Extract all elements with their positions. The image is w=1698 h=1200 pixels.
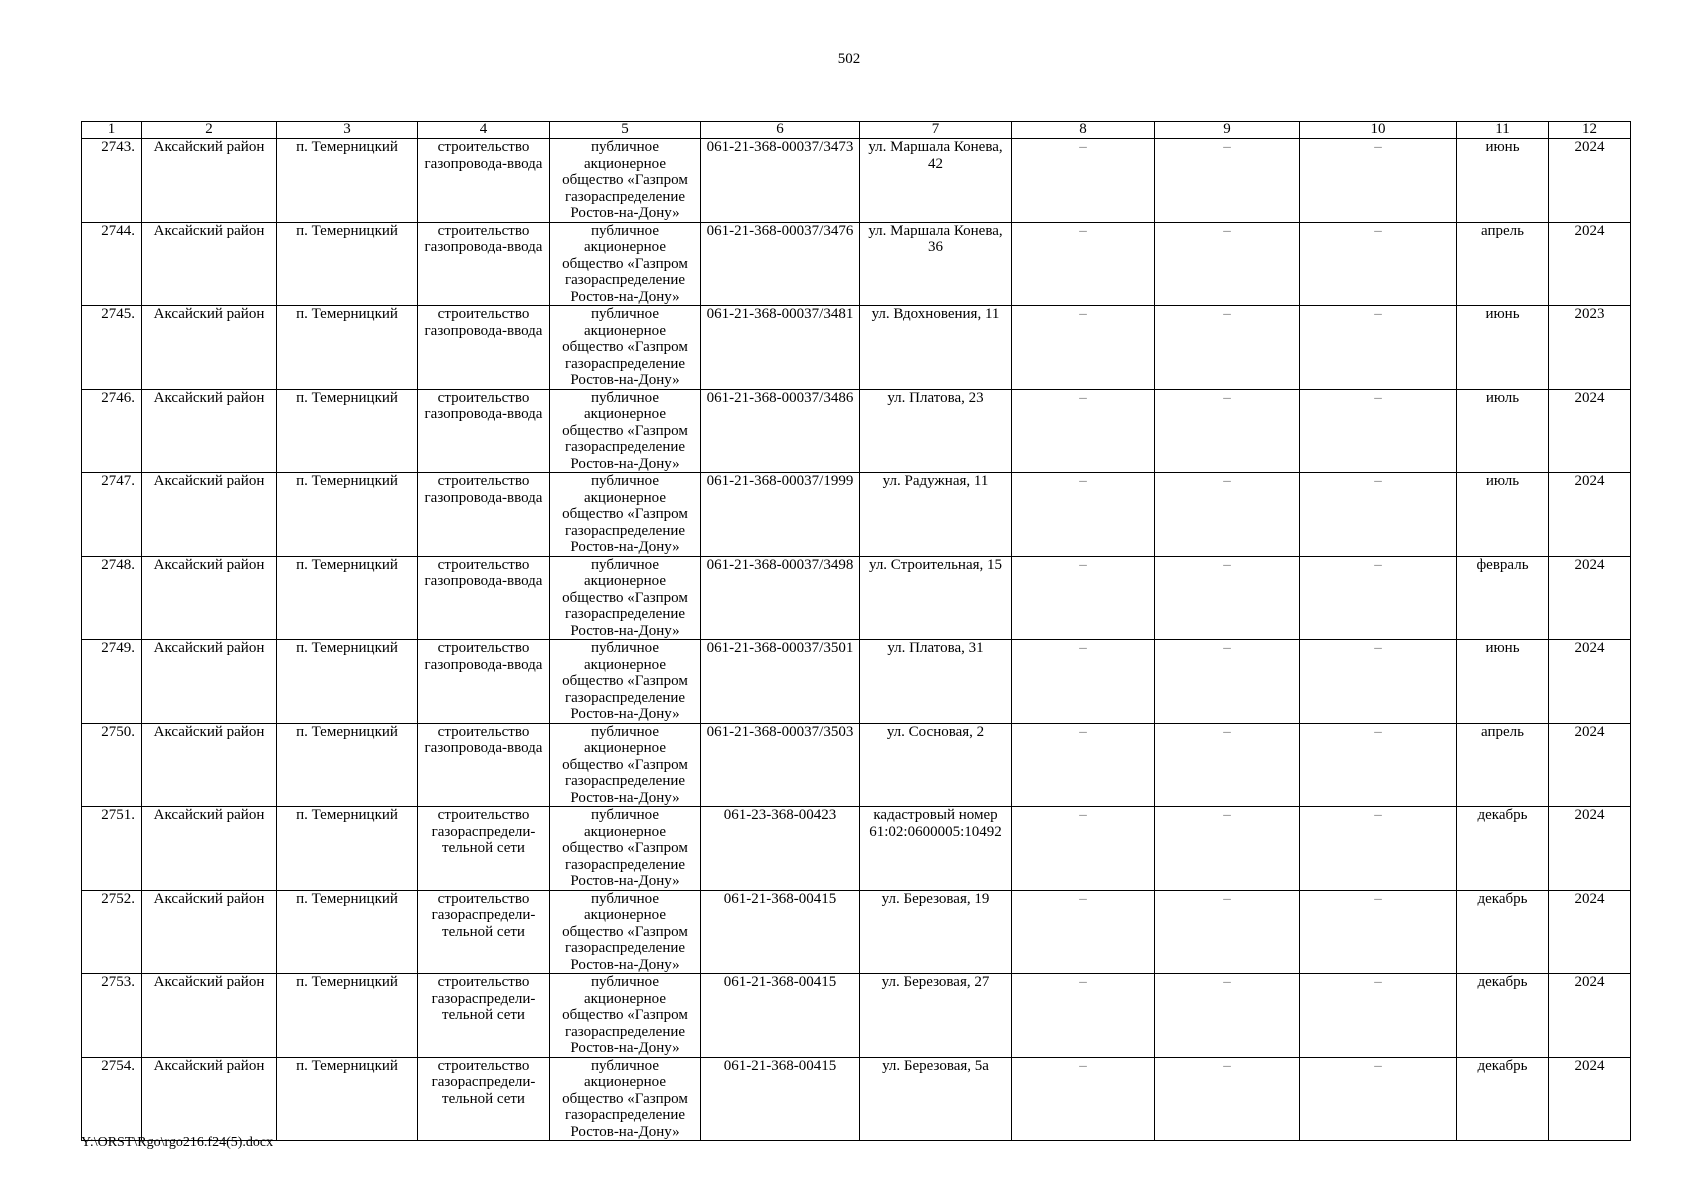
table-cell-col-8: – [1012, 640, 1155, 724]
table-cell-col-7: ул. Радужная, 11 [860, 473, 1012, 557]
table-cell-col-3: п. Темерницкий [277, 556, 418, 640]
table-cell-col-3: п. Темерницкий [277, 890, 418, 974]
table-cell-col-12: 2024 [1549, 974, 1631, 1058]
table-cell-col-9: – [1155, 890, 1300, 974]
table-cell-col-8: – [1012, 890, 1155, 974]
table-cell-col-1: 2743. [82, 139, 142, 223]
table-cell-col-6: 061-21-368-00037/3481 [701, 306, 860, 390]
table-cell-col-1: 2749. [82, 640, 142, 724]
table-cell-col-6: 061-21-368-00415 [701, 974, 860, 1058]
column-header-5: 5 [550, 122, 701, 139]
table-cell-col-10: – [1300, 723, 1457, 807]
table-cell-col-6: 061-21-368-00415 [701, 890, 860, 974]
table-cell-col-12: 2024 [1549, 139, 1631, 223]
table-cell-col-11: июнь [1457, 640, 1549, 724]
page-number: 502 [837, 51, 861, 67]
table-cell-col-6: 061-21-368-00037/3476 [701, 222, 860, 306]
table-cell-col-1: 2754. [82, 1057, 142, 1141]
table-cell-col-1: 2753. [82, 974, 142, 1058]
table-cell-col-4: строительство газопровода-ввода [418, 139, 550, 223]
table-row [82, 807, 1631, 891]
table-cell-col-9: – [1155, 640, 1300, 724]
table-cell-col-1: 2744. [82, 222, 142, 306]
table-cell-col-4: строительство газораспредели-тельной сети [418, 890, 550, 974]
table-cell-col-5: публичное акционерное общество «Газпром газораспределение Ростов-на-Дону» [550, 306, 701, 390]
table-cell-col-8: – [1012, 807, 1155, 891]
table-cell-col-7: ул. Березовая, 5а [860, 1057, 1012, 1141]
table-cell-col-4: строительство газопровода-ввода [418, 306, 550, 390]
column-header-12: 12 [1549, 122, 1631, 139]
table-cell-col-5: публичное акционерное общество «Газпром газораспределение Ростов-на-Дону» [550, 640, 701, 724]
table-cell-col-1: 2748. [82, 556, 142, 640]
table-cell-col-12: 2024 [1549, 723, 1631, 807]
table-cell-col-1: 2752. [82, 890, 142, 974]
table-cell-col-7: ул. Платова, 23 [860, 389, 1012, 473]
column-header-4: 4 [418, 122, 550, 139]
table-cell-col-7: ул. Вдохновения, 11 [860, 306, 1012, 390]
column-header-7: 7 [860, 122, 1012, 139]
table-cell-col-10: – [1300, 807, 1457, 891]
table-cell-col-2: Аксайский район [142, 974, 277, 1058]
table-cell-col-7: ул. Березовая, 27 [860, 974, 1012, 1058]
table-cell-col-9: – [1155, 723, 1300, 807]
table-cell-col-3: п. Темерницкий [277, 974, 418, 1058]
table-cell-col-6: 061-21-368-00415 [701, 1057, 860, 1141]
table-cell-col-5: публичное акционерное общество «Газпром газораспределение Ростов-на-Дону» [550, 974, 701, 1058]
registry-table [81, 121, 1631, 1141]
table-cell-col-4: строительство газораспредели-тельной сети [418, 807, 550, 891]
table-cell-col-4: строительство газопровода-ввода [418, 723, 550, 807]
table-cell-col-5: публичное акционерное общество «Газпром газораспределение Ростов-на-Дону» [550, 1057, 701, 1141]
table-cell-col-12: 2024 [1549, 473, 1631, 557]
table-cell-col-10: – [1300, 640, 1457, 724]
table-cell-col-11: июнь [1457, 306, 1549, 390]
table-cell-col-7: ул. Березовая, 19 [860, 890, 1012, 974]
table-cell-col-1: 2750. [82, 723, 142, 807]
table-cell-col-12: 2024 [1549, 556, 1631, 640]
column-number-row [82, 122, 1631, 139]
column-header-3: 3 [277, 122, 418, 139]
table-cell-col-11: апрель [1457, 723, 1549, 807]
table-cell-col-4: строительство газопровода-ввода [418, 640, 550, 724]
table-cell-col-5: публичное акционерное общество «Газпром газораспределение Ростов-на-Дону» [550, 890, 701, 974]
footer-file-path: Y:\ORST\Rgo\rgo216.f24(5).docx [81, 1135, 274, 1150]
table-cell-col-2: Аксайский район [142, 1057, 277, 1141]
table-cell-col-10: – [1300, 389, 1457, 473]
table-row [82, 974, 1631, 1058]
table-cell-col-7: ул. Строительная, 15 [860, 556, 1012, 640]
table-cell-col-11: июль [1457, 389, 1549, 473]
table-cell-col-10: – [1300, 139, 1457, 223]
table-cell-col-8: – [1012, 306, 1155, 390]
table-cell-col-10: – [1300, 306, 1457, 390]
table-row [82, 389, 1631, 473]
table-cell-col-3: п. Темерницкий [277, 306, 418, 390]
table-cell-col-5: публичное акционерное общество «Газпром газораспределение Ростов-на-Дону» [550, 723, 701, 807]
table-row [82, 306, 1631, 390]
table-cell-col-12: 2024 [1549, 1057, 1631, 1141]
table-cell-col-9: – [1155, 139, 1300, 223]
table-cell-col-10: – [1300, 1057, 1457, 1141]
table-cell-col-6: 061-21-368-00037/3498 [701, 556, 860, 640]
table-cell-col-12: 2024 [1549, 640, 1631, 724]
column-header-11: 11 [1457, 122, 1549, 139]
table-cell-col-9: – [1155, 1057, 1300, 1141]
table-cell-col-3: п. Темерницкий [277, 222, 418, 306]
table-cell-col-11: декабрь [1457, 807, 1549, 891]
table-cell-col-6: 061-21-368-00037/3473 [701, 139, 860, 223]
column-header-2: 2 [142, 122, 277, 139]
table-cell-col-8: – [1012, 139, 1155, 223]
table-cell-col-9: – [1155, 473, 1300, 557]
table-cell-col-5: публичное акционерное общество «Газпром газораспределение Ростов-на-Дону» [550, 222, 701, 306]
table-cell-col-1: 2751. [82, 807, 142, 891]
table-cell-col-2: Аксайский район [142, 807, 277, 891]
table-cell-col-2: Аксайский район [142, 389, 277, 473]
table-cell-col-6: 061-21-368-00037/3503 [701, 723, 860, 807]
table-cell-col-3: п. Темерницкий [277, 473, 418, 557]
table-cell-col-9: – [1155, 974, 1300, 1058]
table-cell-col-10: – [1300, 556, 1457, 640]
table-row [82, 890, 1631, 974]
table-cell-col-9: – [1155, 556, 1300, 640]
table-cell-col-5: публичное акционерное общество «Газпром газораспределение Ростов-на-Дону» [550, 473, 701, 557]
table-cell-col-10: – [1300, 890, 1457, 974]
table-cell-col-5: публичное акционерное общество «Газпром газораспределение Ростов-на-Дону» [550, 139, 701, 223]
table-cell-col-2: Аксайский район [142, 473, 277, 557]
table-cell-col-12: 2024 [1549, 389, 1631, 473]
table-cell-col-8: – [1012, 974, 1155, 1058]
table-cell-col-7: ул. Платова, 31 [860, 640, 1012, 724]
table-cell-col-11: декабрь [1457, 890, 1549, 974]
table-cell-col-6: 061-21-368-00037/3501 [701, 640, 860, 724]
table-cell-col-11: апрель [1457, 222, 1549, 306]
table-cell-col-4: строительство газопровода-ввода [418, 473, 550, 557]
table-cell-col-4: строительство газопровода-ввода [418, 556, 550, 640]
table-cell-col-1: 2747. [82, 473, 142, 557]
table-cell-col-2: Аксайский район [142, 723, 277, 807]
column-header-9: 9 [1155, 122, 1300, 139]
table-cell-col-8: – [1012, 222, 1155, 306]
table-cell-col-11: июль [1457, 473, 1549, 557]
table-cell-col-7: ул. Сосновая, 2 [860, 723, 1012, 807]
table-cell-col-9: – [1155, 306, 1300, 390]
table-cell-col-5: публичное акционерное общество «Газпром газораспределение Ростов-на-Дону» [550, 807, 701, 891]
table-cell-col-2: Аксайский район [142, 139, 277, 223]
table-cell-col-4: строительство газораспредели-тельной сети [418, 1057, 550, 1141]
table-cell-col-8: – [1012, 723, 1155, 807]
table-cell-col-9: – [1155, 807, 1300, 891]
table-cell-col-11: декабрь [1457, 1057, 1549, 1141]
table-cell-col-6: 061-21-368-00037/3486 [701, 389, 860, 473]
table-cell-col-6: 061-23-368-00423 [701, 807, 860, 891]
table-cell-col-2: Аксайский район [142, 556, 277, 640]
table-cell-col-11: февраль [1457, 556, 1549, 640]
table-cell-col-3: п. Темерницкий [277, 389, 418, 473]
table-row [82, 723, 1631, 807]
table-cell-col-2: Аксайский район [142, 890, 277, 974]
table-cell-col-4: строительство газораспредели-тельной сети [418, 974, 550, 1058]
table-cell-col-7: ул. Маршала Конева, 36 [860, 222, 1012, 306]
table-cell-col-12: 2024 [1549, 222, 1631, 306]
table-cell-col-8: – [1012, 1057, 1155, 1141]
table-cell-col-3: п. Темерницкий [277, 807, 418, 891]
table-cell-col-12: 2023 [1549, 306, 1631, 390]
column-header-1: 1 [82, 122, 142, 139]
table-cell-col-5: публичное акционерное общество «Газпром газораспределение Ростов-на-Дону» [550, 389, 701, 473]
table-cell-col-3: п. Темерницкий [277, 640, 418, 724]
table-cell-col-9: – [1155, 389, 1300, 473]
table-cell-col-1: 2746. [82, 389, 142, 473]
table-body [82, 139, 1631, 1141]
table-cell-col-4: строительство газопровода-ввода [418, 389, 550, 473]
table-cell-col-2: Аксайский район [142, 640, 277, 724]
table-cell-col-4: строительство газопровода-ввода [418, 222, 550, 306]
table-row [82, 139, 1631, 223]
table-cell-col-7: кадастровый номер 61:02:0600005:10492 [860, 807, 1012, 891]
table-row [82, 222, 1631, 306]
table-cell-col-12: 2024 [1549, 890, 1631, 974]
table-cell-col-9: – [1155, 222, 1300, 306]
table-cell-col-3: п. Темерницкий [277, 723, 418, 807]
table-cell-col-8: – [1012, 473, 1155, 557]
table-cell-col-10: – [1300, 974, 1457, 1058]
column-header-6: 6 [701, 122, 860, 139]
table-cell-col-11: июнь [1457, 139, 1549, 223]
table-cell-col-8: – [1012, 556, 1155, 640]
table-cell-col-10: – [1300, 222, 1457, 306]
table-cell-col-10: – [1300, 473, 1457, 557]
table-cell-col-2: Аксайский район [142, 222, 277, 306]
table-cell-col-2: Аксайский район [142, 306, 277, 390]
column-header-10: 10 [1300, 122, 1457, 139]
table-cell-col-5: публичное акционерное общество «Газпром газораспределение Ростов-на-Дону» [550, 556, 701, 640]
column-header-8: 8 [1012, 122, 1155, 139]
table-cell-col-8: – [1012, 389, 1155, 473]
table-cell-col-6: 061-21-368-00037/1999 [701, 473, 860, 557]
table-row [82, 640, 1631, 724]
table-row [82, 556, 1631, 640]
table-cell-col-3: п. Темерницкий [277, 1057, 418, 1141]
table-row [82, 1057, 1631, 1141]
table-cell-col-11: декабрь [1457, 974, 1549, 1058]
table-row [82, 473, 1631, 557]
table-cell-col-12: 2024 [1549, 807, 1631, 891]
table-cell-col-7: ул. Маршала Конева, 42 [860, 139, 1012, 223]
table-cell-col-3: п. Темерницкий [277, 139, 418, 223]
table-cell-col-1: 2745. [82, 306, 142, 390]
